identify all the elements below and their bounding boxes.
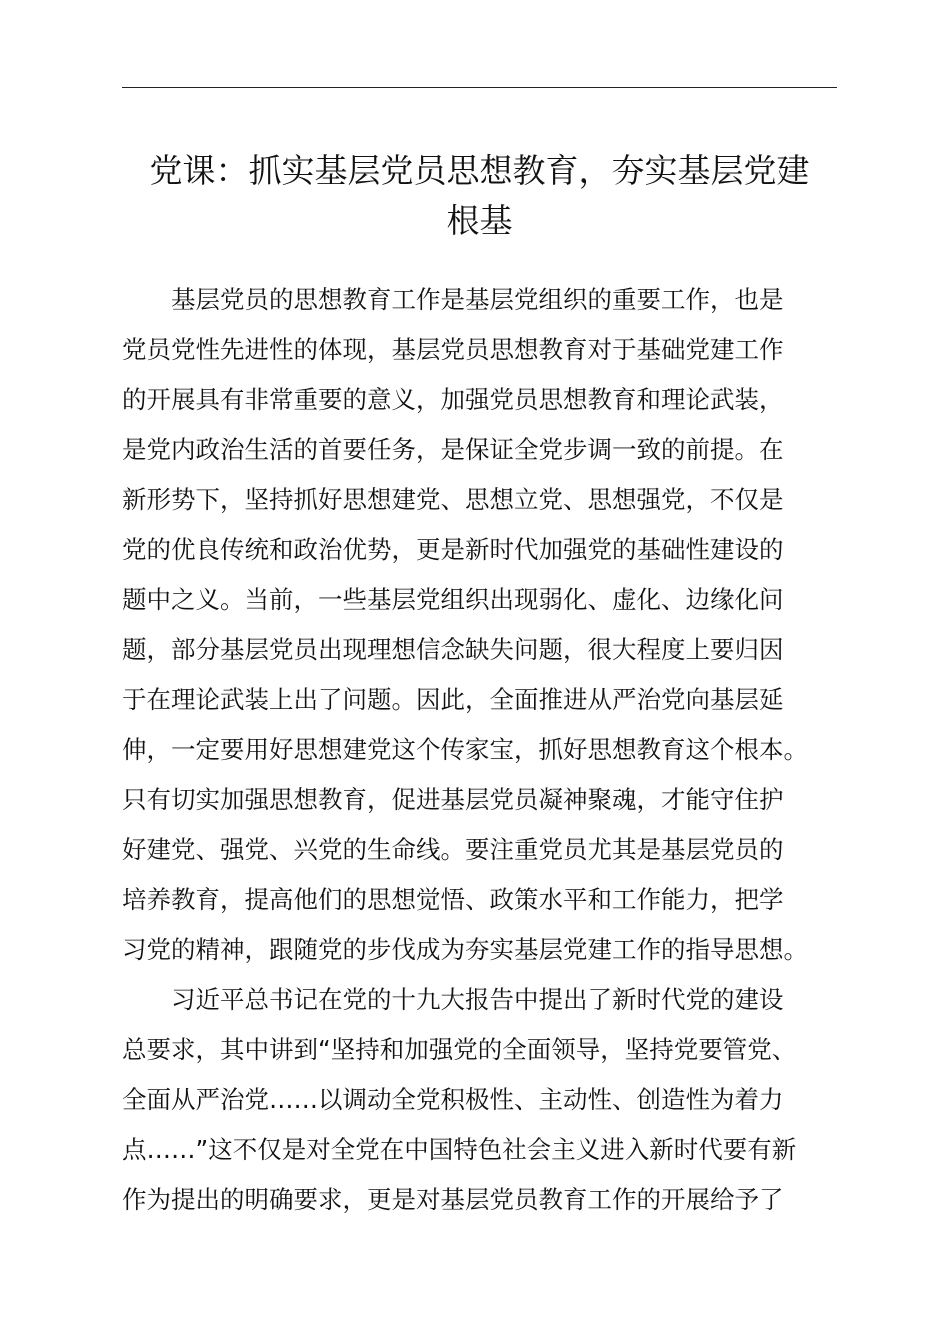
text-line: 伸，一定要用好思想建党这个传家宝，抓好思想教育这个根本。: [122, 735, 808, 764]
text-line: 新形势下，坚持抓好思想建党、思想立党、思想强党，不仅是: [122, 485, 784, 514]
text-line: 是党内政治生活的首要任务，是保证全党步调一致的前提。在: [122, 435, 784, 464]
title-line: 党课：抓实基层党员思想教育，夯实基层党建: [149, 151, 810, 190]
text-line: 点……”这不仅是对全党在中国特色社会主义进入新时代要有新: [122, 1135, 797, 1164]
text-line: 党员党性先进性的体现，基层党员思想教育对于基础党建工作: [122, 335, 784, 364]
title-line: 根基: [446, 201, 513, 240]
document-title: [122, 146, 837, 246]
text-line: 全面从严治党……以调动全党积极性、主动性、创造性为着力: [122, 1085, 784, 1114]
document-body: [122, 275, 837, 1225]
text-line: 党的优良传统和政治优势，更是新时代加强党的基础性建设的: [122, 535, 784, 564]
text-line: 培养教育，提高他们的思想觉悟、政策水平和工作能力，把学: [122, 885, 784, 914]
text-line: 只有切实加强思想教育，促进基层党员凝神聚魂，才能守住护: [122, 785, 784, 814]
text-line: 总要求，其中讲到“坚持和加强党的全面领导，坚持党要管党、: [122, 1035, 797, 1064]
text-line: 习近平总书记在党的十九大报告中提出了新时代党的建设: [171, 985, 784, 1014]
paragraph-2: [122, 975, 837, 1225]
text-line: 基层党员的思想教育工作是基层党组织的重要工作，也是: [171, 285, 784, 314]
text-line: 于在理论武装上出了问题。因此，全面推进从严治党向基层延: [122, 685, 784, 714]
text-line: 作为提出的明确要求，更是对基层党员教育工作的开展给予了: [122, 1185, 784, 1214]
text-line: 习党的精神，跟随党的步伐成为夯实基层党建工作的指导思想。: [122, 935, 808, 964]
paragraph-1: [122, 275, 837, 975]
text-line: 的开展具有非常重要的意义，加强党员思想教育和理论武装，: [122, 385, 784, 414]
text-line: 好建党、强党、兴党的生命线。要注重党员尤其是基层党员的: [122, 835, 784, 864]
text-line: 题中之义。当前，一些基层党组织出现弱化、虚化、边缘化问: [122, 585, 784, 614]
text-line: 题，部分基层党员出现理想信念缺失问题，很大程度上要归因: [122, 635, 784, 664]
header-rule: [122, 87, 837, 88]
